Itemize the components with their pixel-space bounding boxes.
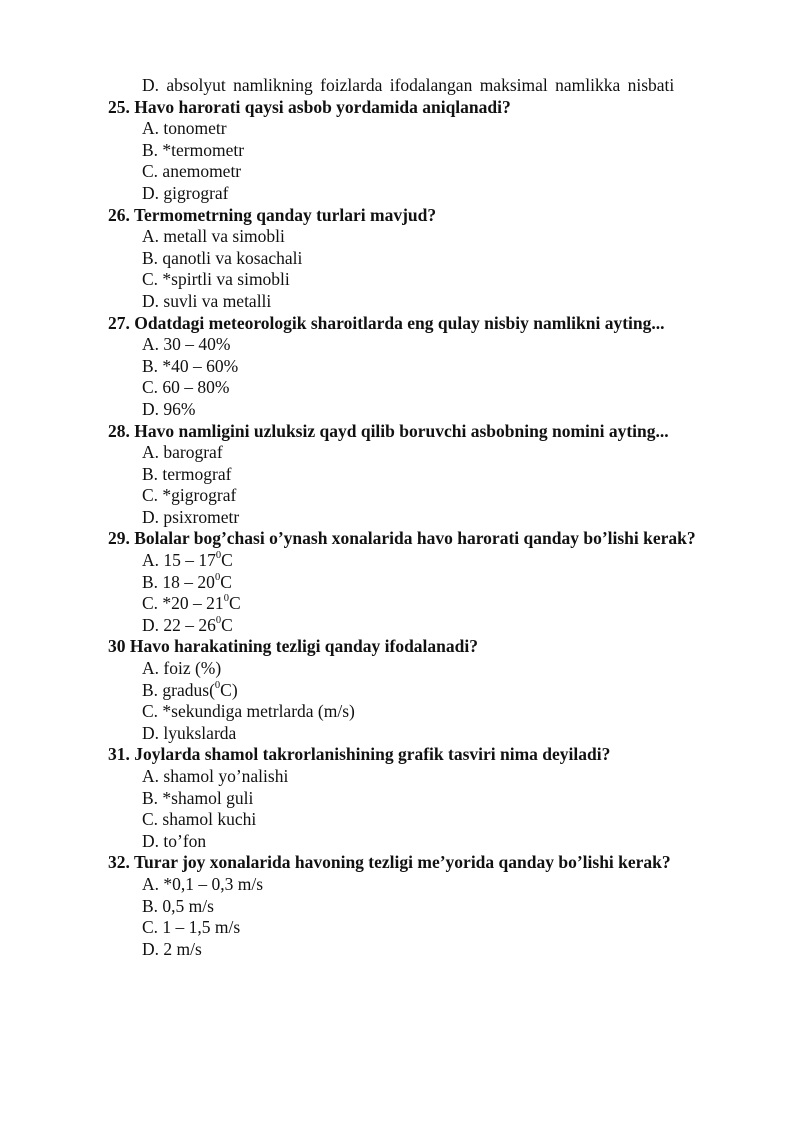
answer-option: D. lyukslarda	[142, 722, 237, 743]
answer-option: A. *0,1 – 0,3 m/s	[142, 873, 264, 894]
answer-option: D. absolyut namlikning foizlarda ifodalangan maksimal namlikka nisbati	[142, 75, 675, 95]
answer-option: B. termograf	[142, 463, 232, 484]
question-number: 30	[108, 636, 126, 657]
answer-option: A. foiz (%)	[142, 658, 222, 679]
answer-option: B. $18 - 20^0C$	[142, 571, 232, 592]
answer-option: A. barograf	[142, 442, 223, 463]
answer-option: A. 30 – 40%	[142, 334, 231, 355]
question-number: 27.	[108, 312, 130, 333]
answer-option: D. suvli va metalli	[142, 290, 272, 311]
question-number: 28.	[108, 420, 130, 441]
answer-option: D. gigrograf	[142, 182, 229, 203]
question-28	[108, 421, 742, 443]
answer-option: B. *shamol guli	[142, 787, 254, 808]
answer-option: D. 2 m/s	[142, 938, 202, 959]
answer-option: C. shamol kuchi	[142, 809, 257, 830]
answer-option: D. psixrometr	[142, 506, 240, 527]
question-text: Termometrning qanday turlari mavjud?	[133, 204, 437, 225]
question-31	[108, 744, 742, 766]
question-32	[108, 852, 742, 874]
answer-option: D. 96%	[142, 398, 196, 419]
answer-option: B. *termometr	[142, 139, 245, 160]
answer-option: D. $22 - 26^0C$	[142, 614, 233, 635]
question-number: 29.	[108, 528, 130, 549]
answer-option: C. *gigrograf	[142, 485, 237, 506]
answer-option: C. 1 – 1,5 m/s	[142, 917, 241, 938]
question-text: Havo harakatining tezligi qanday ifodalanadi?	[129, 636, 478, 657]
question-27	[108, 313, 742, 335]
answer-option: C. *spirtli va simobli	[142, 269, 290, 290]
question-text: Havo namligini uzluksiz qayd qilib boruvchi asbobning nomini ayting...	[134, 420, 669, 441]
question-text: Odatdagi meteorologik sharoitlarda eng qulay nisbiy namlikni ayting...	[134, 312, 665, 333]
answer-option: A. shamol yo’nalishi	[142, 766, 289, 786]
question-text: Bolalar bog’chasi o’ynash xonalarida havo harorati qanday bo’lishi kerak?	[134, 528, 696, 549]
answer-option: C. 60 – 80%	[142, 377, 230, 398]
answer-option: A. metall va simobli	[142, 226, 285, 247]
question-text: Havo harorati qaysi asbob yordamida aniqlanadi?	[134, 96, 511, 117]
answer-option: B. qanotli va kosachali	[142, 247, 303, 268]
question-30	[108, 636, 742, 658]
question-number: 31.	[108, 744, 130, 765]
answer-option: C. *sekundiga metrlarda (m/s)	[142, 701, 355, 722]
answer-option: A. tonometr	[142, 118, 227, 139]
question-26	[108, 205, 742, 227]
answer-option: C. $*20 - 21^0C$	[142, 593, 241, 614]
answer-option: C. anemometr	[142, 161, 242, 182]
question-text: Joylarda shamol takrorlanishining grafik tasviri nima deyiladi?	[134, 744, 611, 765]
answer-option: A. $15 - 17^0C$	[142, 550, 233, 571]
question-number: 32.	[108, 852, 130, 873]
answer-option: B. 0,5 m/s	[142, 895, 214, 916]
question-25	[108, 97, 742, 119]
answer-option: B. *40 – 60%	[142, 355, 239, 376]
question-number: 26.	[108, 204, 130, 225]
answer-option: D. to’fon	[142, 830, 207, 851]
question-number: 25.	[108, 96, 130, 117]
question-29	[108, 528, 742, 550]
test-page	[108, 75, 742, 960]
question-text: Turar joy xonalarida havoning tezligi me’yorida qanday bo’lishi kerak?	[133, 852, 671, 873]
answer-option: B. gradus($^0$C)	[142, 679, 238, 700]
